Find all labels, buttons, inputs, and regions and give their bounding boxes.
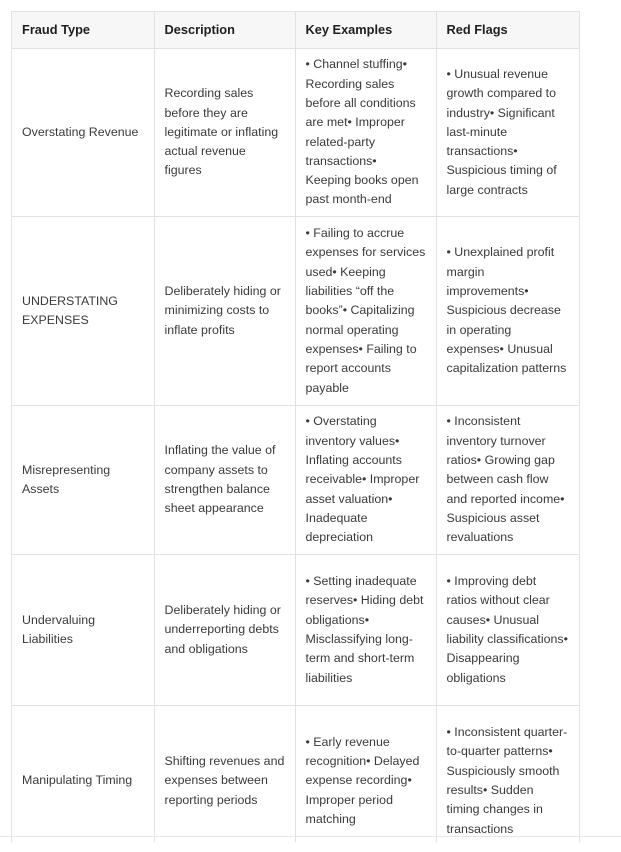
cell-key-examples: • Overstating inventory values• Inflating accounts receivable• Improper asset valuation• Inadequate depreciation: [295, 406, 436, 555]
table-row: [12, 406, 579, 555]
cell-red-flags: • Unusual revenue growth compared to industry• Significant last-minute transactions• Suspicious timing of large contracts: [436, 49, 579, 217]
cell-description: Deliberately hiding or minimizing costs to inflate profits: [154, 217, 295, 406]
table-row: [12, 706, 579, 843]
fraud-table-container: [11, 11, 580, 842]
cell-fraud-type: Undervaluing Liabilities: [12, 555, 154, 706]
cell-description: Recording sales before they are legitimate or inflating actual revenue figures: [154, 49, 295, 217]
cell-key-examples: • Failing to accrue expenses for services used• Keeping liabilities “off the books”• Capitalizing normal operating expenses• Failing to report accounts payable: [295, 217, 436, 406]
cell-key-examples: • Early revenue recognition• Delayed expense recording• Improper period matching: [295, 706, 436, 843]
header-red-flags: Red Flags: [436, 12, 579, 49]
cell-description: Deliberately hiding or underreporting debts and obligations: [154, 555, 295, 706]
cell-red-flags: • Inconsistent quarter-to-quarter patterns• Suspiciously smooth results• Sudden timing changes in transactions: [436, 706, 579, 843]
cell-fraud-type: Overstating Revenue: [12, 49, 154, 217]
table-row: [12, 49, 579, 217]
cell-description: Shifting revenues and expenses between reporting periods: [154, 706, 295, 843]
cell-key-examples: • Channel stuffing• Recording sales before all conditions are met• Improper related-party transactions• Keeping books open past month-end: [295, 49, 436, 217]
header-fraud-type: Fraud Type: [12, 12, 154, 49]
cell-fraud-type: Misrepresenting Assets: [12, 406, 154, 555]
table-row: [12, 555, 579, 706]
cell-red-flags: • Inconsistent inventory turnover ratios• Growing gap between cash flow and reported income• Suspicious asset revaluations: [436, 406, 579, 555]
table-row: [12, 217, 579, 406]
table-header-row: [12, 12, 579, 49]
page-divider: [0, 836, 621, 837]
cell-key-examples: • Setting inadequate reserves• Hiding debt obligations• Misclassifying long-term and short-term liabilities: [295, 555, 436, 706]
fraud-types-table: [12, 12, 579, 842]
cell-description: Inflating the value of company assets to strengthen balance sheet appearance: [154, 406, 295, 555]
header-description: Description: [154, 12, 295, 49]
header-key-examples: Key Examples: [295, 12, 436, 49]
cell-fraud-type: UNDERSTATING EXPENSES: [12, 217, 154, 406]
cell-red-flags: • Unexplained profit margin improvements• Suspicious decrease in operating expenses• Unusual capitalization patterns: [436, 217, 579, 406]
cell-red-flags: • Improving debt ratios without clear causes• Unusual liability classifications• Disappearing obligations: [436, 555, 579, 706]
cell-fraud-type: Manipulating Timing: [12, 706, 154, 843]
